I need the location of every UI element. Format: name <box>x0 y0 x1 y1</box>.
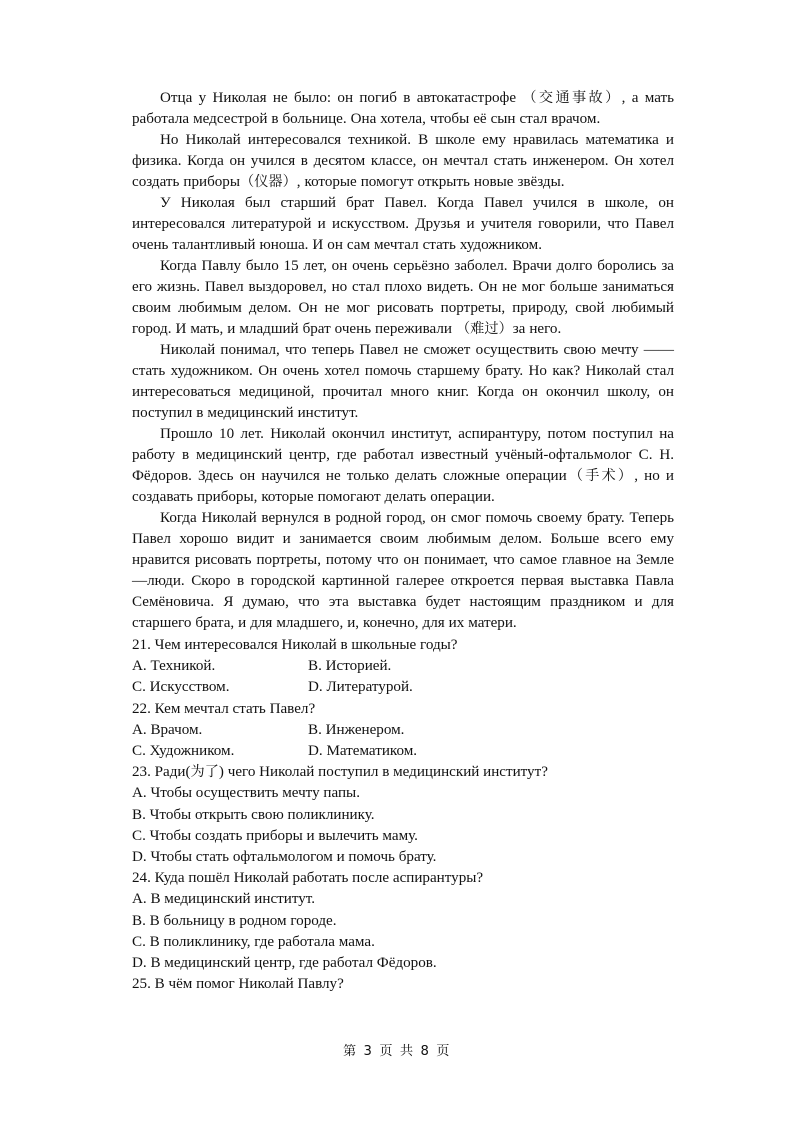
question-21-option-b[interactable]: B. Историей. <box>308 658 392 675</box>
question-23-option-c[interactable]: C. Чтобы создать приборы и вылечить маму. <box>132 827 418 844</box>
passage-paragraph-6: Прошло 10 лет. Николай окончил институт, аспирантуру, потом поступил на работу в медицинский центр, где работал известный учёный-офтальмолог С. Н. Фёдоров. Здесь он научился не только делать сложные операции（手术）, но и создавать приборы, которые помогают делать операции. <box>132 426 674 505</box>
question-22-option-c[interactable]: C. Художником. <box>132 743 235 760</box>
question-22 <box>132 699 674 763</box>
question-22-row-1 <box>132 720 674 741</box>
question-24-option-c[interactable]: C. В поликлинику, где работала мама. <box>132 933 375 950</box>
question-21-row-2 <box>132 677 674 698</box>
question-25 <box>132 974 674 995</box>
question-23-option-b[interactable]: B. Чтобы открыть свою поликлинику. <box>132 806 375 823</box>
question-24-prompt: 24. Куда пошёл Николай работать после аспирантуры? <box>132 870 484 887</box>
question-22-row-2 <box>132 741 674 762</box>
question-22-option-a[interactable]: A. Врачом. <box>132 721 203 738</box>
passage-paragraph-7: Когда Николай вернулся в родной город, он смог помочь своему брату. Теперь Павел хорошо видит и занимается своим любимым делом. Больше всего ему нравится рисовать портреты, потому что он понимает, что самое главное на Земле —люди. Скоро в городской картинной галерее откроется первая выставка Павла Семёновича. Я думаю, что эта выставка будет настоящим праздником и для старшего брата, и для младшего, и, конечно, для их матери. <box>132 510 674 631</box>
question-24-option-a[interactable]: A. В медицинский институт. <box>132 891 315 908</box>
passage-paragraph-5: Николай понимал, что теперь Павел не сможет осуществить свою мечту —— стать художником. Он очень хотел помочь старшему брату. Но как? Николай стал интересоваться медициной, прочитал много книг. Когда он окончил школу, он поступил в медицинский институт. <box>132 342 674 421</box>
question-23-option-a[interactable]: A. Чтобы осуществить мечту папы. <box>132 785 360 802</box>
question-22-option-d[interactable]: D. Математиком. <box>308 743 418 760</box>
question-21-option-c[interactable]: C. Искусством. <box>132 679 230 696</box>
question-25-prompt: 25. В чём помог Николай Павлу? <box>132 976 344 993</box>
question-24 <box>132 868 674 974</box>
chinese-gloss: 为了 <box>190 764 219 781</box>
chinese-gloss: （难过） <box>455 321 513 337</box>
chinese-gloss: （手术） <box>566 468 635 484</box>
page-content <box>132 88 674 995</box>
question-21-prompt: 21. Чем интересовался Николай в школьные годы? <box>132 637 458 653</box>
question-22-prompt: 22. Кем мечтал стать Павел? <box>132 700 316 717</box>
question-23-option-d[interactable]: D. Чтобы стать офтальмологом и помочь брату. <box>132 849 437 866</box>
question-23 <box>132 762 674 868</box>
page-footer: 第 3 页 共 8 页 <box>342 1044 452 1059</box>
question-21 <box>132 635 674 699</box>
chinese-gloss: （仪器） <box>240 174 297 190</box>
question-24-option-b[interactable]: B. В больницу в родном городе. <box>132 912 337 929</box>
passage-paragraph-2: Но Николай интересовался техникой. В школе ему нравилась математика и физика. Когда он учился в десятом классе, он мечтал стать инженером. Он хотел создать приборы（仪器）, которые помогут открыть новые звёзды. <box>132 132 674 190</box>
question-22-option-b[interactable]: B. Инженером. <box>308 721 405 738</box>
question-21-option-a[interactable]: A. Техникой. <box>132 658 216 675</box>
question-24-option-d[interactable]: D. В медицинский центр, где работал Фёдоров. <box>132 955 437 972</box>
passage-paragraph-3: У Николая был старший брат Павел. Когда Павел учился в школе, он интересовался литературой и искусством. Друзья и учителя говорили, что Павел очень талантливый юноша. И он сам мечтал стать художником. <box>132 195 674 253</box>
passage-paragraph-1: Отца у Николая не было: он погиб в автокатастрофе （交通事故）, а мать работала медсестрой в больнице. Она хотела, чтобы её сын стал врачом. <box>132 90 674 127</box>
question-23-prompt: 23. Ради(为了) чего Николай поступил в медицинский институт? <box>132 764 548 781</box>
question-list <box>132 635 674 995</box>
question-21-row-1 <box>132 656 674 677</box>
question-21-option-d[interactable]: D. Литературой. <box>308 679 413 696</box>
passage-paragraph-4: Когда Павлу было 15 лет, он очень серьёзно заболел. Врачи долго боролись за его жизнь. Павел выздоровел, но стал плохо видеть. Он не мог больше заниматься своим любимым делом. Он не мог рисовать портреты, природу, свой любимый город. И мать, и младший брат очень переживали （难过）за него. <box>132 258 674 337</box>
chinese-gloss: （交通事故） <box>522 90 622 106</box>
